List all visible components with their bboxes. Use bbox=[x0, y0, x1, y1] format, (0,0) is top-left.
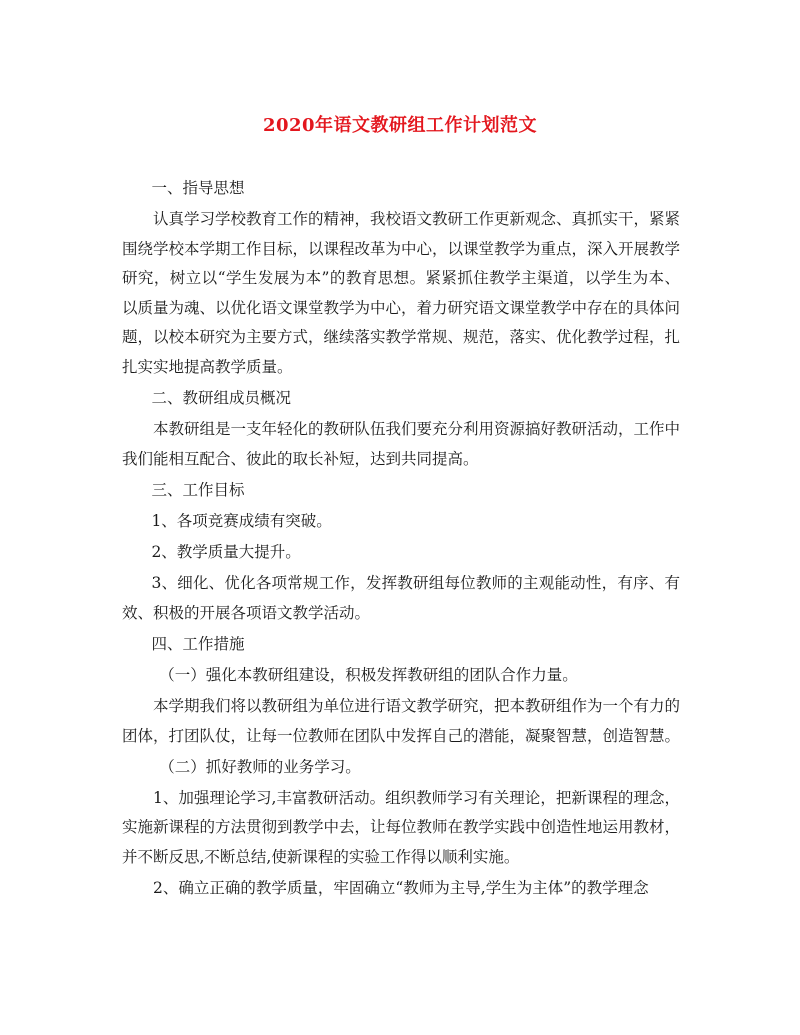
paragraph-guiding-thought: 认真学习学校教育工作的精神，我校语文教研工作更新观念、真抓实干，紧紧围绕学校本学期工作目标，以课程改革为中心，以课堂教学为重点，深入开展教学研究，树立以“学生发展为本”的教育思想。紧紧抓住教学主渠道，以学生为本、以质量为魂、以优化语文课堂教学为中心，着力研究语文课堂教学中存在的具体问题，以校本研究为主要方式，继续落实教学常规、规范，落实、优化教学过程，扎扎实实地提高教学质量。 bbox=[122, 210, 681, 377]
section-heading-measures: 四、工作措施 bbox=[151, 634, 245, 653]
paragraph-teaching-quality: 2、确立正确的教学质量，牢固确立“教师为主导,学生为主体”的教学理念 bbox=[153, 879, 649, 898]
section-heading-goals: 三、工作目标 bbox=[151, 480, 245, 499]
paragraph-theory-study: 1、加强理论学习,丰富教研活动。组织教师学习有关理论，把新课程的理念，实施新课程的方法贯彻到教学中去，让每位教师在教学实践中创造性地运用教材，并不断反思,不断总结,使新课程的实验工作得以顺利实施。 bbox=[122, 788, 681, 867]
document-title: 2020年语文教研组工作计划范文 bbox=[262, 115, 538, 136]
goal-item-2: 2、教学质量大提升。 bbox=[151, 543, 301, 562]
goal-item-1: 1、各项竞赛成绩有突破。 bbox=[151, 512, 332, 531]
paragraph-team-building: 本学期我们将以教研组为单位进行语文教学研究，把本教研组作为一个有力的团体，打团队仗，让每一位教师在团队中发挥自己的潜能，凝聚智慧，创造智慧。 bbox=[122, 697, 681, 745]
section-heading-members: 二、教研组成员概况 bbox=[151, 389, 291, 408]
subheading-team-building: （一）强化本教研组建设，积极发挥教研组的团队合作力量。 bbox=[159, 666, 578, 684]
goal-item-3: 3、细化、优化各项常规工作，发挥教研组每位教师的主观能动性，有序、有效、积极的开展各项语文教学活动。 bbox=[122, 574, 680, 622]
paragraph-members: 本教研组是一支年轻化的教研队伍我们要充分利用资源搞好教研活动，工作中我们能相互配合、彼此的取长补短，达到共同提高。 bbox=[122, 420, 681, 468]
subheading-teacher-study: （二）抓好教师的业务学习。 bbox=[159, 757, 361, 776]
document-body bbox=[122, 174, 680, 905]
section-heading-guiding-thought: 一、指导思想 bbox=[151, 179, 245, 197]
